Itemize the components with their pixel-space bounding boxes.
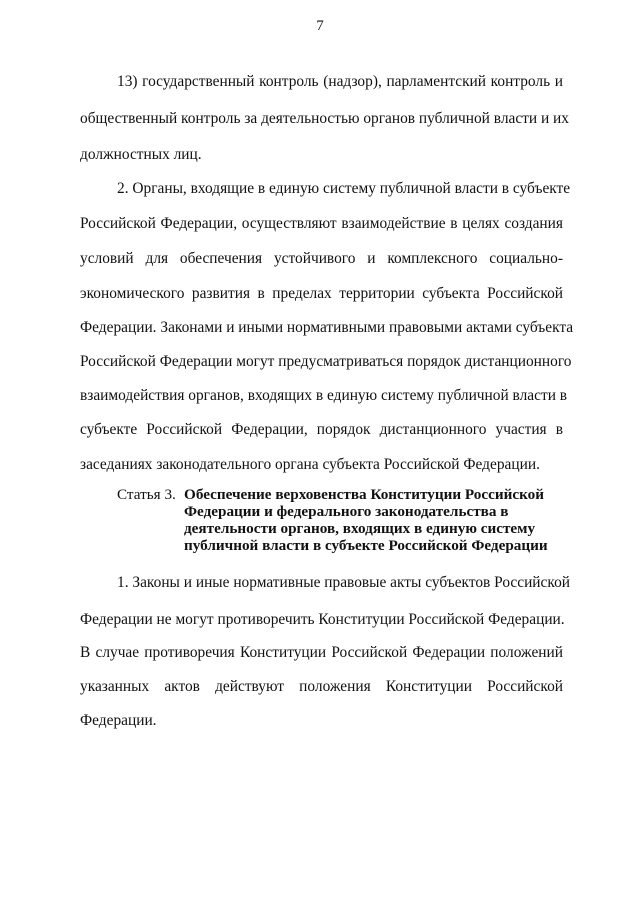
paragraph-2-line-1: 2. Органы, входящие в единую систему публичной власти в субъекте — [117, 180, 571, 197]
article-title — [184, 486, 564, 554]
paragraph-2-line-6: Российской Федерации могут предусматриваться порядок дистанционного — [80, 353, 572, 370]
article-paragraph-1-line-4: указанных актов действуют положения Конституции Российской — [80, 678, 563, 695]
paragraph-2-line-7: взаимодействия органов, входящих в единую систему публичной власти в — [80, 387, 568, 404]
paragraph-13-line-1: 13) государственный контроль (надзор), парламентский контроль и — [117, 73, 563, 90]
paragraph-2-line-4: экономического развития в пределах территории субъекта Российской — [80, 285, 563, 302]
article-title-line-1: Обеспечение верховенства Конституции Российской — [184, 486, 545, 503]
paragraph-2-line-5: Федерации. Законами и иными нормативными правовыми актами субъекта — [80, 319, 574, 336]
article-title-line-3: деятельности органов, входящих в единую систему — [184, 520, 536, 537]
paragraph-2-line-8: субъекте Российской Федерации, порядок дистанционного участия в — [80, 421, 563, 438]
article-title-line-2: Федерации и федерального законодательства в — [184, 503, 509, 520]
article-paragraph-1-line-1: 1. Законы и иные нормативные правовые акты субъектов Российской — [117, 574, 571, 591]
article-number: Статья 3. — [117, 486, 176, 503]
paragraph-2-line-9: заседаниях законодательного органа субъекта Российской Федерации. — [80, 456, 540, 473]
page-number: 7 — [316, 18, 324, 34]
article-paragraph-1-line-5: Федерации. — [80, 712, 157, 729]
paragraph-2-line-2: Российской Федерации, осуществляют взаимодействие в целях создания — [80, 215, 563, 232]
paragraph-13-line-2: общественный контроль за деятельностью органов публичной власти и их — [80, 110, 569, 127]
article-title-line-4: публичной власти в субъекте Российской Федерации — [184, 537, 548, 554]
article-paragraph-1-line-3: В случае противоречия Конституции Российской Федерации положений — [80, 644, 563, 661]
article-paragraph-1-line-2: Федерации не могут противоречить Конституции Российской Федерации. — [80, 611, 565, 628]
paragraph-13-line-3: должностных лиц. — [80, 146, 202, 163]
paragraph-2-line-3: условий для обеспечения устойчивого и комплексного социально- — [80, 250, 563, 267]
